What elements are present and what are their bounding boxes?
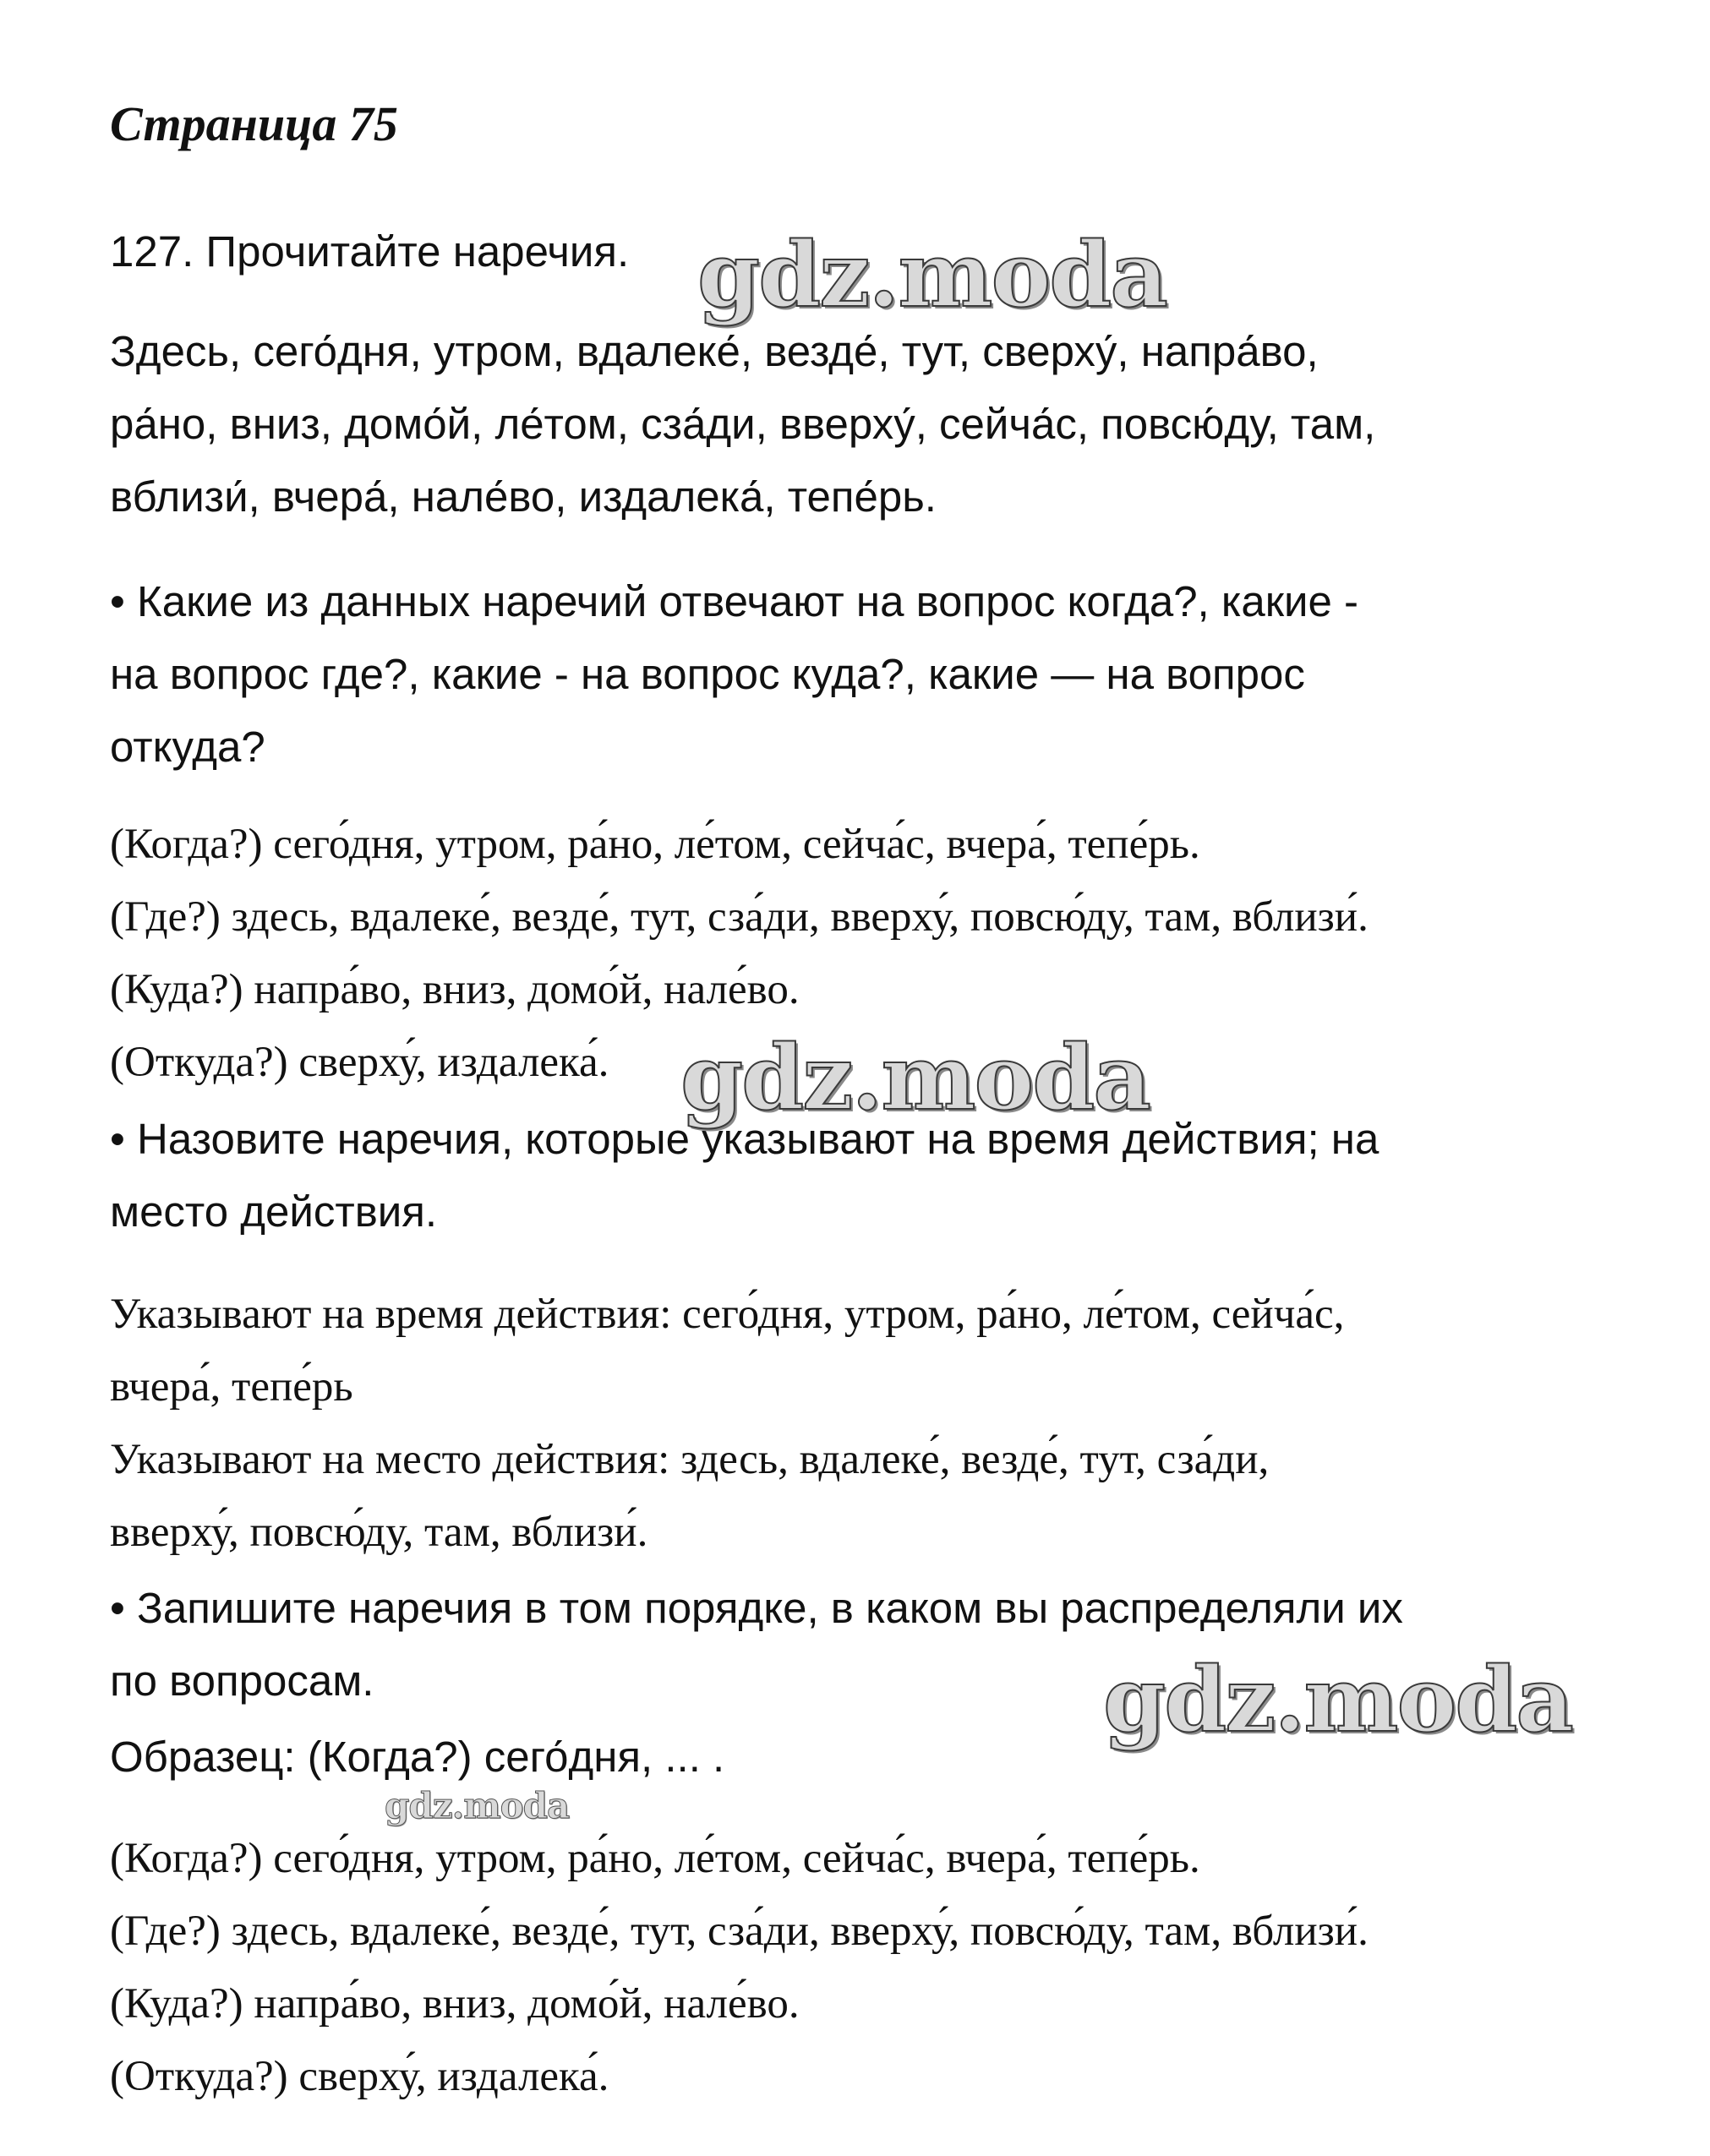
question-3-line-2: по вопросам.	[110, 1657, 374, 1705]
answer-2-line-4: вверху́, повсю́ду, там, вблизи́.	[110, 1509, 648, 1556]
question-1-line-2: на вопрос где?, какие - на вопрос куда?, какие — на вопрос	[110, 650, 1305, 698]
answer-2-line-2: вчера́, тепе́рь	[110, 1363, 353, 1411]
question-1-line-1: • Какие из данных наречий отвечают на вопрос когда?, какие -	[110, 577, 1359, 625]
question-2-line-2: место действия.	[110, 1187, 438, 1236]
answer-3-line-2: (Где?) здесь, вдалеке́, везде́, тут, сза́ди, вверху́, повсю́ду, там, вблизи́.	[110, 1908, 1369, 1955]
watermark-logo: gdz.moda	[697, 221, 1166, 327]
answer-1-line-4: (Откуда?) сверху́, издалека́.	[110, 1039, 609, 1086]
watermark-logo-small: gdz.moda	[385, 1785, 570, 1826]
answer-3-line-3: (Куда?) напра́во, вниз, домо́й, нале́во.	[110, 1980, 800, 2028]
adverbs-line-3: вблизи́, вчера́, нале́во, издалека́, тепе́рь.	[110, 472, 937, 521]
question-2-line-1: • Назовите наречия, которые указывают на время действия; на	[110, 1115, 1379, 1163]
answer-1-line-1: (Когда?) сего́дня, утром, ра́но, ле́том, сейча́с, вчера́, тепе́рь.	[110, 821, 1200, 868]
answer-2-line-1: Указывают на время действия: сего́дня, утром, ра́но, ле́том, сейча́с,	[110, 1291, 1345, 1338]
watermark-logo: gdz.moda	[1103, 1646, 1572, 1752]
adverbs-line-2: ра́но, вниз, домо́й, ле́том, сза́ди, вверху́, сейча́с, повсю́ду, там,	[110, 400, 1376, 448]
answer-1-line-3: (Куда?) напра́во, вниз, домо́й, нале́во.	[110, 966, 800, 1013]
page-title: Страница 75	[110, 96, 398, 151]
answer-1-line-2: (Где?) здесь, вдалеке́, везде́, тут, сза́ди, вверху́, повсю́ду, там, вблизи́.	[110, 893, 1369, 941]
adverbs-line-1: Здесь, сего́дня, утром, вдалеке́, везде́, тут, сверху́, напра́во,	[110, 327, 1319, 375]
watermark-logo: gdz.moda	[680, 1024, 1150, 1130]
question-1-line-3: откуда?	[110, 723, 265, 771]
task-heading: 127. Прочитайте наречия.	[110, 227, 630, 276]
question-3-line-1: • Запишите наречия в том порядке, в каком вы распределяли их	[110, 1584, 1403, 1632]
answer-3-line-4: (Откуда?) сверху́, издалека́.	[110, 2053, 609, 2100]
answer-2-line-3: Указывают на место действия: здесь, вдалеке́, везде́, тут, сза́ди,	[110, 1436, 1270, 1483]
answer-3-line-1: (Когда?) сего́дня, утром, ра́но, ле́том, сейча́с, вчера́, тепе́рь.	[110, 1835, 1200, 1882]
question-3-sample: Образец: (Когда?) сего́дня, ... .	[110, 1733, 725, 1781]
